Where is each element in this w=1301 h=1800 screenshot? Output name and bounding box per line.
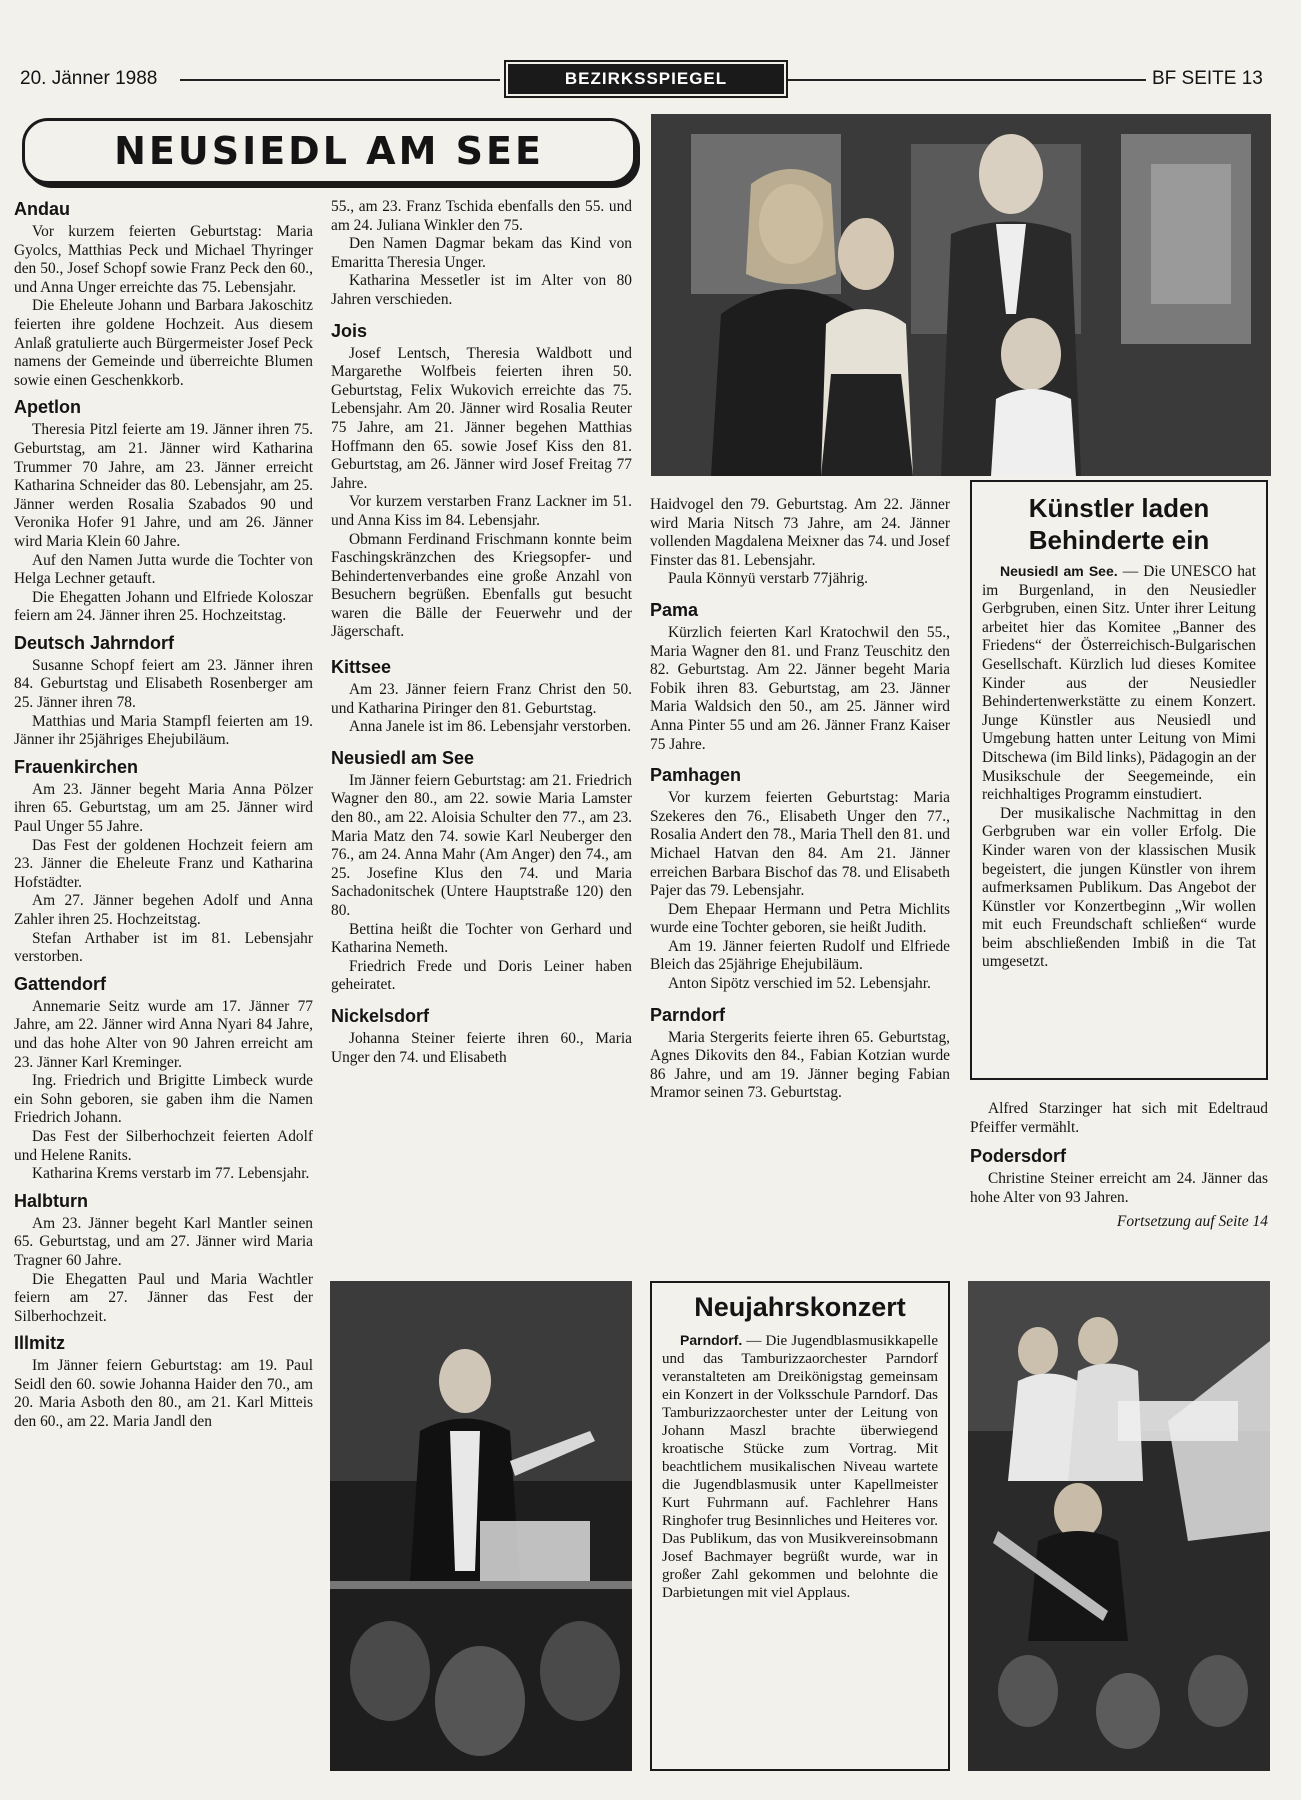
- column-3: [650, 496, 950, 1103]
- section-halbturn-title: Halbturn: [14, 1190, 88, 1211]
- section-gattendorf-text: Annemarie Seitz wurde am 17. Jänner 77 Jahre, am 22. Jänner wird Anna Nyari 84 Jahre, und das hohe Alter von 90 Jahren erreicht am 23. Jänner Karl Kreminger.: [14, 997, 313, 1071]
- section-apetlon-text: Die Ehegatten Johann und Elfriede Koloszar feiern am 24. Jänner ihren 25. Hochzeitstag.: [14, 588, 313, 625]
- section-pamhagen-text: Vor kurzem feierten Geburtstag: Maria Szekeres den 76., Elisabeth Unger den 77., Rosalia Andert den 78., Maria Thell den 81. und Michael Hatvan den 84. Am 21. Jänner erreichen Barbara Bischof das 78. und Elisabeth Pajer das 79. Lebensjahr.: [650, 789, 950, 900]
- section-pama-title: Pama: [650, 599, 699, 620]
- column-1: [14, 198, 313, 1432]
- section-pamhagen-text: Anton Sipötz verschied im 52. Lebensjahr.: [668, 975, 931, 993]
- section-apetlon-text: Theresia Pitzl feierte am 19. Jänner ihren 75. Geburtstag, am 21. Jänner wird Katharina Trummer 70 Jahre, am 23. Jänner erreicht Katharina Schneider das 80. Lebensjahr, am 25. Jänner werden Rosalia Szabados 90 und Veronika Hofer 91 Jahre, und am 26. Jänner wird Maria Klein 60 Jahre.: [14, 421, 313, 550]
- continued-text: 55., am 23. Franz Tschida ebenfalls den 55. und am 24. Juliana Winkler den 75.: [331, 198, 632, 234]
- section-illmitz-title: Illmitz: [14, 1333, 66, 1354]
- photo-tamburizza: [968, 1281, 1270, 1771]
- section-apetlon-title: Apetlon: [14, 397, 81, 418]
- continued-text: Den Namen Dagmar bekam das Kind von Emaritta Theresia Unger.: [331, 235, 632, 271]
- section-frauenkirchen-text: Stefan Arthaber ist im 81. Lebensjahr verstorben.: [14, 929, 313, 966]
- section-frauenkirchen-title: Frauenkirchen: [14, 756, 139, 777]
- header-rule-left: [180, 79, 500, 81]
- section-deutsch-jahrndorf-text: Susanne Schopf feiert am 23. Jänner ihren 84. Geburtstag und Elisabeth Rosenberger am 25. Jänner ihren 78.: [14, 656, 313, 712]
- feature-box: [970, 480, 1268, 1080]
- concert-article-text: [662, 1331, 938, 1602]
- section-andau-text: Die Eheleute Johann und Barbara Jakoschitz feierten ihre goldene Hochzeit. Aus diesem Anlaß gratulierte auch Bürgermeister Josef Peck namens der Gemeinde und überreichte Blumen sowie einen Geschenkkorb.: [14, 297, 313, 389]
- section-nickelsdorf-text: Johanna Steiner feierte ihren 60., Maria Unger den 74. und Elisabeth: [331, 1029, 632, 1066]
- photo-children-image: [651, 114, 1271, 476]
- section-neusiedl-text: Im Jänner feiern Geburtstag: am 21. Friedrich Wagner den 80., am 22. sowie Maria Lamster den 80., am 22. Aloisia Schulter den 77., am 23. Maria Matz den 74. sowie Karl Neuberger den 76., am 24. Anna Mahr (Am Anger) den 74., am 25. Josefine Klus den 74. und Maria Sachadonitschek (Untere Hauptstraße 120) den 80.: [331, 771, 632, 919]
- section-pamhagen-title: Pamhagen: [650, 765, 742, 786]
- section-parndorf-text: Maria Stergerits feierte ihren 65. Geburtstag, Agnes Dikovits den 84., Fabian Kotzian wurde 86 Jahre, und am 19. Jänner beging Fabian Mramor seinen 73. Geburtstag.: [650, 1028, 950, 1102]
- concert-article: [650, 1281, 950, 1771]
- short-notice: Alfred Starzinger hat sich mit Edeltraud Pfeiffer vermählt.: [970, 1100, 1268, 1136]
- region-banner: NEUSIEDL AM SEE: [22, 118, 636, 184]
- continued-note: Fortsetzung auf Seite 14: [1116, 1213, 1268, 1231]
- column-4: [970, 1100, 1268, 1232]
- section-neusiedl-text: Friedrich Frede und Doris Leiner haben geheiratet.: [331, 957, 632, 994]
- section-frauenkirchen-text: Am 23. Jänner begeht Maria Anna Pölzer ihren 65. Geburtstag, um am 25. Jänner wird Paul Unger 55 Jahre.: [14, 780, 313, 836]
- concert-article-dateline: Parndorf.: [680, 1332, 743, 1348]
- section-neusiedl-text: Bettina heißt die Tochter von Gerhard und Katharina Nemeth.: [331, 920, 632, 957]
- photo-conductor-image: [330, 1281, 632, 1771]
- section-andau-title: Andau: [14, 199, 70, 219]
- section-kittsee-title: Kittsee: [331, 657, 392, 678]
- feature-box-title: Künstler laden: [1028, 493, 1210, 523]
- section-parndorf-title: Parndorf: [650, 1004, 726, 1025]
- feature-box-text: [982, 562, 1256, 805]
- section-illmitz-text: Im Jänner feiern Geburtstag: am 19. Paul Seidl den 60. sowie Johanna Haider den 70., am 20. Maria Asboth den 80., am 21. Karl Mitteis den 60., am 22. Maria Jandl den: [14, 1357, 313, 1431]
- section-podersdorf-title: Podersdorf: [970, 1146, 1067, 1167]
- continued-text: Paula Könnyü verstarb 77jährig.: [668, 570, 869, 588]
- photo-conductor: [330, 1281, 632, 1771]
- section-kittsee-text: Anna Janele ist im 86. Lebensjahr verstorben.: [349, 718, 632, 736]
- feature-box-dateline: Neusiedl am See.: [1000, 563, 1118, 579]
- section-deutsch-jahrndorf-title: Deutsch Jahrndorf: [14, 632, 175, 653]
- header-rule-right: [788, 79, 1146, 81]
- section-jois-text: Josef Lentsch, Theresia Waldbott und Margarethe Wolfbeis feierten ihren 50. Geburtstag, Felix Wukovich erreichte das 75. Lebensjahr. Am 20. Jänner wird Rosalia Reuter 75 Jahre, am 21. Jänner begehen Matthias Hoffmann den 65. sowie Josef Kiss den 81. Geburtstag, am 26. Jänner wird Josef Freitag 77 Jahre.: [331, 344, 632, 492]
- section-halbturn-text: Die Ehegatten Paul und Maria Wachtler feiern am 27. Jänner das Fest der Silberhochzeit.: [14, 1270, 313, 1325]
- concert-article-title: Neujahrskonzert: [694, 1292, 906, 1322]
- continued-text: Haidvogel den 79. Geburtstag. Am 22. Jänner wird Maria Nitsch 73 Jahre, am 24. Jänner vollenden Magdalena Meixner das 74. und Josef Finster das 81. Lebensjahr.: [650, 496, 950, 569]
- section-kittsee-text: Am 23. Jänner feiern Franz Christ den 50. und Katharina Piringer den 81. Geburtstag.: [331, 681, 632, 717]
- section-apetlon-text: Auf den Namen Jutta wurde die Tochter von Helga Lechner getauft.: [14, 551, 313, 588]
- section-deutsch-jahrndorf-text: Matthias und Maria Stampfl feierten am 19. Jänner ihr 25jähriges Ehejubiläum.: [14, 712, 313, 749]
- section-pama-text: Kürzlich feierten Karl Kratochwil den 55., Maria Wagner den 81. und Franz Teuschitz den 82. Geburtstag. Am 22. Jänner begeht Maria Fobik ihren 83. Geburtstag, am 23. Jänner Maria Waldsich den 50., am 25. Jänner wird Anna Pinter 55 und am 26. Jänner Franz Kaiser 75 Jahre.: [650, 623, 950, 753]
- section-frauenkirchen-text: Das Fest der goldenen Hochzeit feiern am 23. Jänner die Eheleute Franz und Katharina Hofstädter.: [14, 836, 313, 891]
- page-number: BF SEITE 13: [1152, 68, 1263, 89]
- feature-box-title: Behinderte ein: [1028, 525, 1210, 555]
- section-jois-text: Vor kurzem verstarben Franz Lackner im 51. und Anna Kiss im 84. Lebensjahr.: [331, 493, 632, 529]
- section-gattendorf-title: Gattendorf: [14, 973, 106, 994]
- concert-article-body: — Die Jugendblasmusikkapelle und das Tamburizzaorchester Parndorf veranstalteten am Dreikönigstag gemeinsam ein Konzert in der Volksschule Parndorf. Das Tamburizzaorchester unter der Leitung von Johann Maszl brachte überwiegend kroatische Stücke zum Vortrag. Mit beachtlichem musikalischen Niveau wartete die Jugendblasmusik unter Kapellmeister Kurt Fuhrmann auf. Fachlehrer Hans Ringhofer trug Besinnliches und Heiteres vor. Das Publikum, das von Musikvereinsobmann Josef Bachmayer begrüßt wurde, war in großer Zahl gekommen und belohnte die Darbietungen mit viel Applaus.: [662, 1333, 938, 1601]
- section-pamhagen-text: Am 19. Jänner feierten Rudolf und Elfriede Bleich das 25jährige Ehejubiläum.: [650, 937, 950, 974]
- photo-tamburizza-image: [968, 1281, 1270, 1771]
- section-podersdorf-text: Christine Steiner erreicht am 24. Jänner das hohe Alter von 93 Jahren.: [970, 1170, 1268, 1206]
- section-gattendorf-text: Ing. Friedrich und Brigitte Limbeck wurde ein Sohn geboren, sie gaben ihm die Namen Friedrich Johann.: [14, 1072, 313, 1127]
- section-jois-title: Jois: [331, 320, 368, 341]
- rubric-label: BEZIRKSSPIEGEL: [508, 64, 784, 94]
- section-gattendorf-text: Das Fest der Silberhochzeit feierten Adolf und Helene Ranits.: [14, 1127, 313, 1164]
- section-nickelsdorf-title: Nickelsdorf: [331, 1005, 430, 1026]
- continued-text: Katharina Messetler ist im Alter von 80 Jahren verschieden.: [331, 272, 632, 308]
- section-halbturn-text: Am 23. Jänner begeht Karl Mantler seinen 65. Geburtstag, und am 27. Jänner wird Maria Tragner 60 Jahre.: [14, 1214, 313, 1269]
- feature-box-text: Der musikalische Nachmittag in den Gerbgruben war ein voller Erfolg. Die Kinder waren von der klassischen Musik begeistert, die jungen Künstler von ihrem aufmerksamen Publikum. Das Angebot der Künstler vor Konzertbeginn „Wir wollen mit euch Freundschaft schließen“ wurde beim abschließenden Imbiß in die Tat umgesetzt.: [982, 804, 1256, 971]
- issue-date: 20. Jänner 1988: [20, 68, 158, 89]
- section-pamhagen-text: Dem Ehepaar Hermann und Petra Michlits wurde eine Tochter geboren, sie heißt Judith.: [650, 900, 950, 937]
- column-2: [331, 198, 632, 1067]
- section-jois-text: Obmann Ferdinand Frischmann konnte beim Faschingskränzchen des Kriegsopfer- und Behindertenverbandes eine große Anzahl von Besuchern begrüßen. Ebenfalls gut besucht waren die Bälle der Feuerwehr und der Jägerschaft.: [331, 530, 632, 641]
- section-frauenkirchen-text: Am 27. Jänner begehen Adolf und Anna Zahler ihren 25. Hochzeitstag.: [14, 892, 313, 928]
- photo-children: [651, 114, 1271, 476]
- section-gattendorf-text: Katharina Krems verstarb im 77. Lebensjahr.: [32, 1165, 310, 1183]
- section-andau-text: Vor kurzem feierten Geburtstag: Maria Gyolcs, Matthias Peck und Michael Thyringer den 50., Josef Schopf sowie Franz Peck den 60., und Anna Unger erreichte das 75. Lebensjahr.: [14, 223, 313, 296]
- section-neusiedl-title: Neusiedl am See: [331, 747, 475, 768]
- feature-box-body: — Die UNESCO hat im Burgenland, in den Neusiedler Gerbgruben, einen Sitz. Unter ihrer Leitung arbeitet hier das Komitee „Banner des Friedens“ der Österreichisch-Bulgarischen Gesellschaft. Kürzlich lud dieses Komitee Kinder aus der Neusiedler Behindertenwerkstätte zu einem Konzert. Junge Künstler aus Neusiedl und Umgebung hatten unter Leitung von Mimi Ditschewa (im Bild links), Pädagogin an der Musikschule der Seegemeinde, ein reichhaltiges Programm einstudiert.: [982, 563, 1256, 804]
